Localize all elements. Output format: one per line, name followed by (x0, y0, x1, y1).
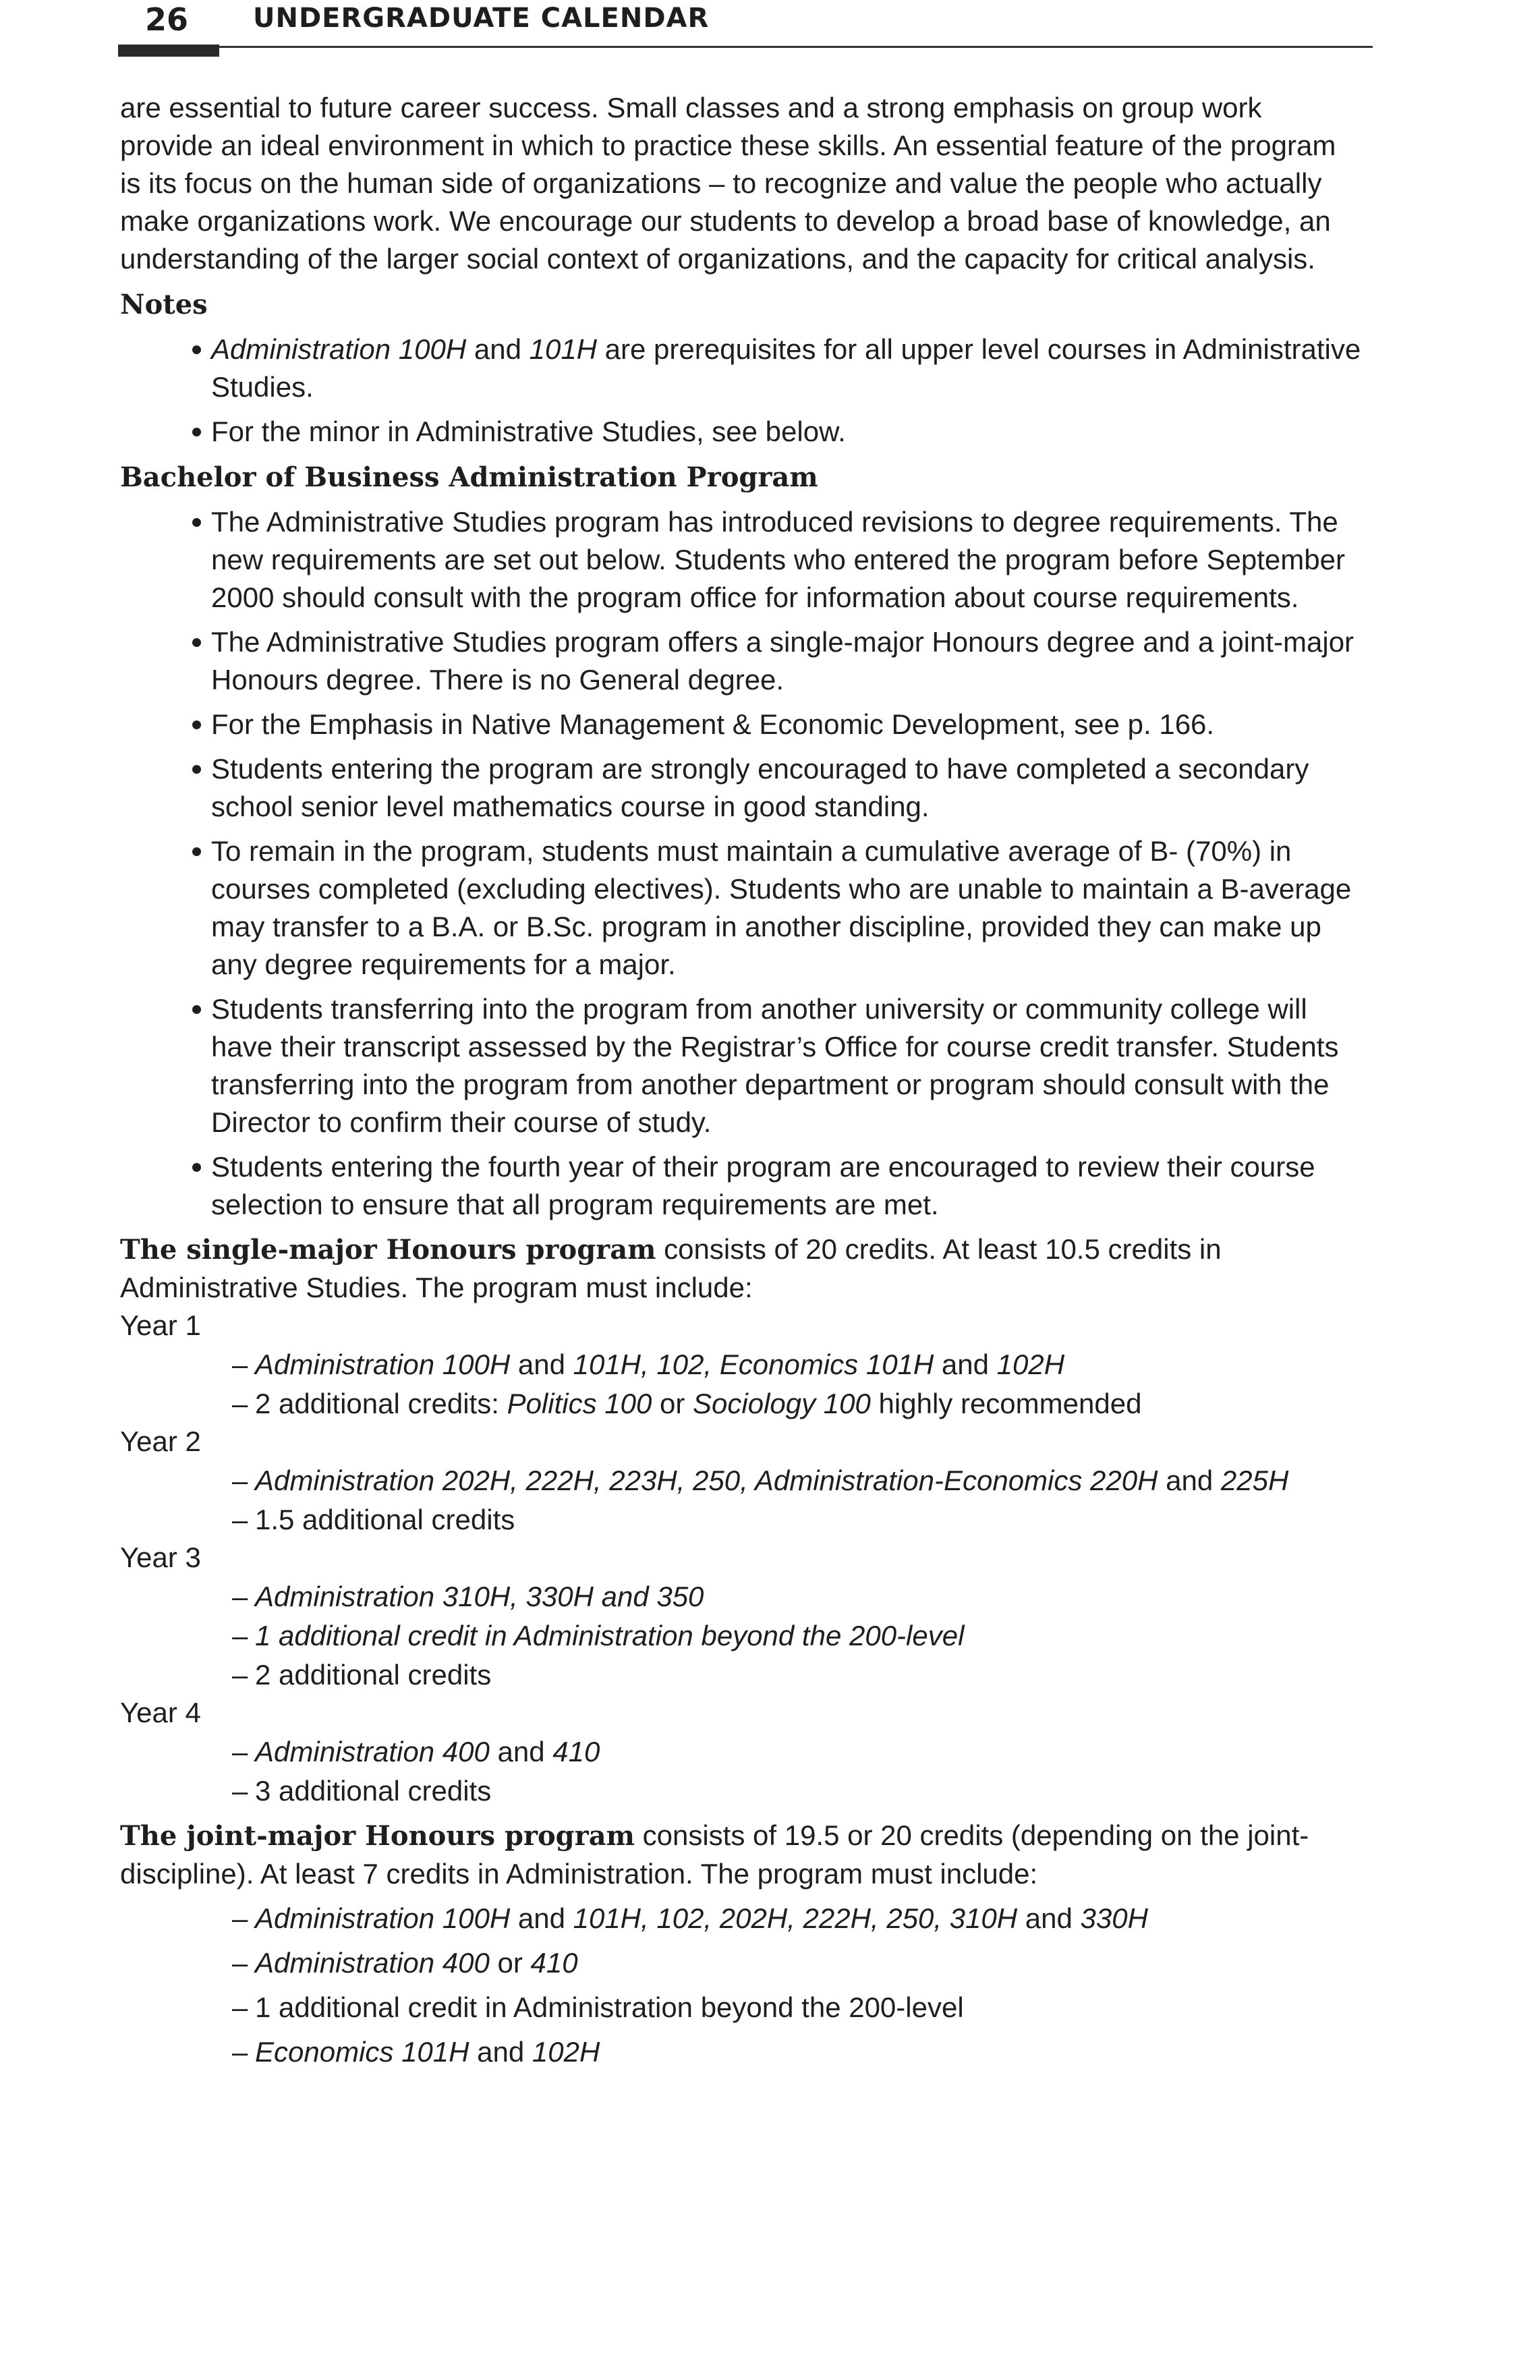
year-4-item: – 3 additional credits (255, 1772, 1361, 1810)
joint-major-item: – Administration 100H and 101H, 102, 202H, 222H, 250, 310H and 330H (255, 1900, 1361, 1937)
year-3-item: – Administration 310H, 330H and 350 (255, 1578, 1361, 1616)
year-1-item: – 2 additional credits: Politics 100 or Sociology 100 highly recommended (255, 1385, 1361, 1423)
year-1-item: – Administration 100H and 101H, 102, Economics 101H and 102H (255, 1346, 1361, 1384)
single-major-paragraph: The single-major Honours program consists of 20 credits. At least 10.5 credits in Administrative Studies. The program must include: (120, 1233, 1222, 1303)
notes-list (120, 331, 1361, 451)
notes-heading: Notes (120, 289, 208, 320)
course-ref: 101H (529, 333, 598, 365)
joint-major-item: – Economics 101H and 102H (255, 2033, 1361, 2071)
bba-list (120, 503, 1361, 1224)
page-body (120, 89, 1361, 2071)
header-rule (118, 46, 1373, 48)
joint-major-paragraph: The joint-major Honours program consists of 19.5 or 20 credits (depending on the joint-discipline). At least 7 credits in Administration. The program must include: (120, 1819, 1309, 1890)
notes-item-prerequisites: Administration 100H and 101H are prerequisites for all upper level courses in Administrative Studies. (211, 331, 1361, 406)
year-3-list (120, 1578, 1361, 1694)
year-1-label: Year 1 (120, 1309, 201, 1341)
course-ref: Administration 100H (211, 333, 467, 365)
page-header (118, 0, 1373, 54)
joint-major-lead: The joint-major Honours program (120, 1820, 635, 1852)
year-1-list (120, 1346, 1361, 1423)
bba-item: To remain in the program, students must maintain a cumulative average of B- (70%) in courses completed (excluding electives). Students who are unable to maintain a B-average may transfer to a B.A. or B.Sc. program in another discipline, provided they can make up any degree requirements for a major. (211, 832, 1361, 984)
bba-item: For the Emphasis in Native Management & Economic Development, see p. 166. (211, 706, 1361, 743)
bba-item: Students entering the program are strongly encouraged to have completed a secondary school senior level mathematics course in good standing. (211, 750, 1361, 826)
header-rule-block (118, 45, 219, 57)
intro-paragraph: are essential to future career success. Small classes and a strong emphasis on group work provide an ideal environment in which to practice these skills. An essential feature of the program is its focus on the human side of organizations – to recognize and value the people who actually make organizations work. We encourage our students to develop a broad base of knowledge, an understanding of the larger social context of organizations, and the capacity for critical analysis. (120, 92, 1336, 275)
year-4-label: Year 4 (120, 1697, 201, 1728)
year-2-label: Year 2 (120, 1425, 201, 1457)
bba-item: Students entering the fourth year of their program are encouraged to review their course selection to ensure that all program requirements are met. (211, 1148, 1361, 1224)
year-3-item: – 2 additional credits (255, 1656, 1361, 1694)
bba-item: The Administrative Studies program offers a single-major Honours degree and a joint-major Honours degree. There is no General degree. (211, 623, 1361, 699)
year-3-item: – 1 additional credit in Administration beyond the 200-level (255, 1617, 1361, 1655)
bba-item: The Administrative Studies program has introduced revisions to degree requirements. The new requirements are set out below. Students who entered the program before September 2000 should consult with the program office for information about course requirements. (211, 503, 1361, 617)
joint-major-item: – 1 additional credit in Administration beyond the 200-level (255, 1989, 1361, 2027)
notes-item-minor: For the minor in Administrative Studies, see below. (211, 413, 1361, 451)
bba-item: Students transferring into the program from another university or community college will have their transcript assessed by the Registrar’s Office for course credit transfer. Students transferring into the program from another department or program should consult with the Director to confirm their course of study. (211, 990, 1361, 1141)
year-4-item: – Administration 400 and 410 (255, 1733, 1361, 1771)
running-title: UNDERGRADUATE CALENDAR (253, 3, 710, 34)
bba-heading: Bachelor of Business Administration Program (120, 461, 818, 493)
year-3-label: Year 3 (120, 1541, 201, 1573)
joint-major-item: – Administration 400 or 410 (255, 1944, 1361, 1982)
year-4-list (120, 1733, 1361, 1810)
joint-major-list (120, 1900, 1361, 2071)
year-2-list (120, 1462, 1361, 1539)
year-2-item: – 1.5 additional credits (255, 1501, 1361, 1539)
single-major-lead: The single-major Honours program (120, 1234, 656, 1266)
year-2-item: – Administration 202H, 222H, 223H, 250, Administration-Economics 220H and 225H (255, 1462, 1361, 1500)
page-number: 26 (145, 1, 189, 38)
